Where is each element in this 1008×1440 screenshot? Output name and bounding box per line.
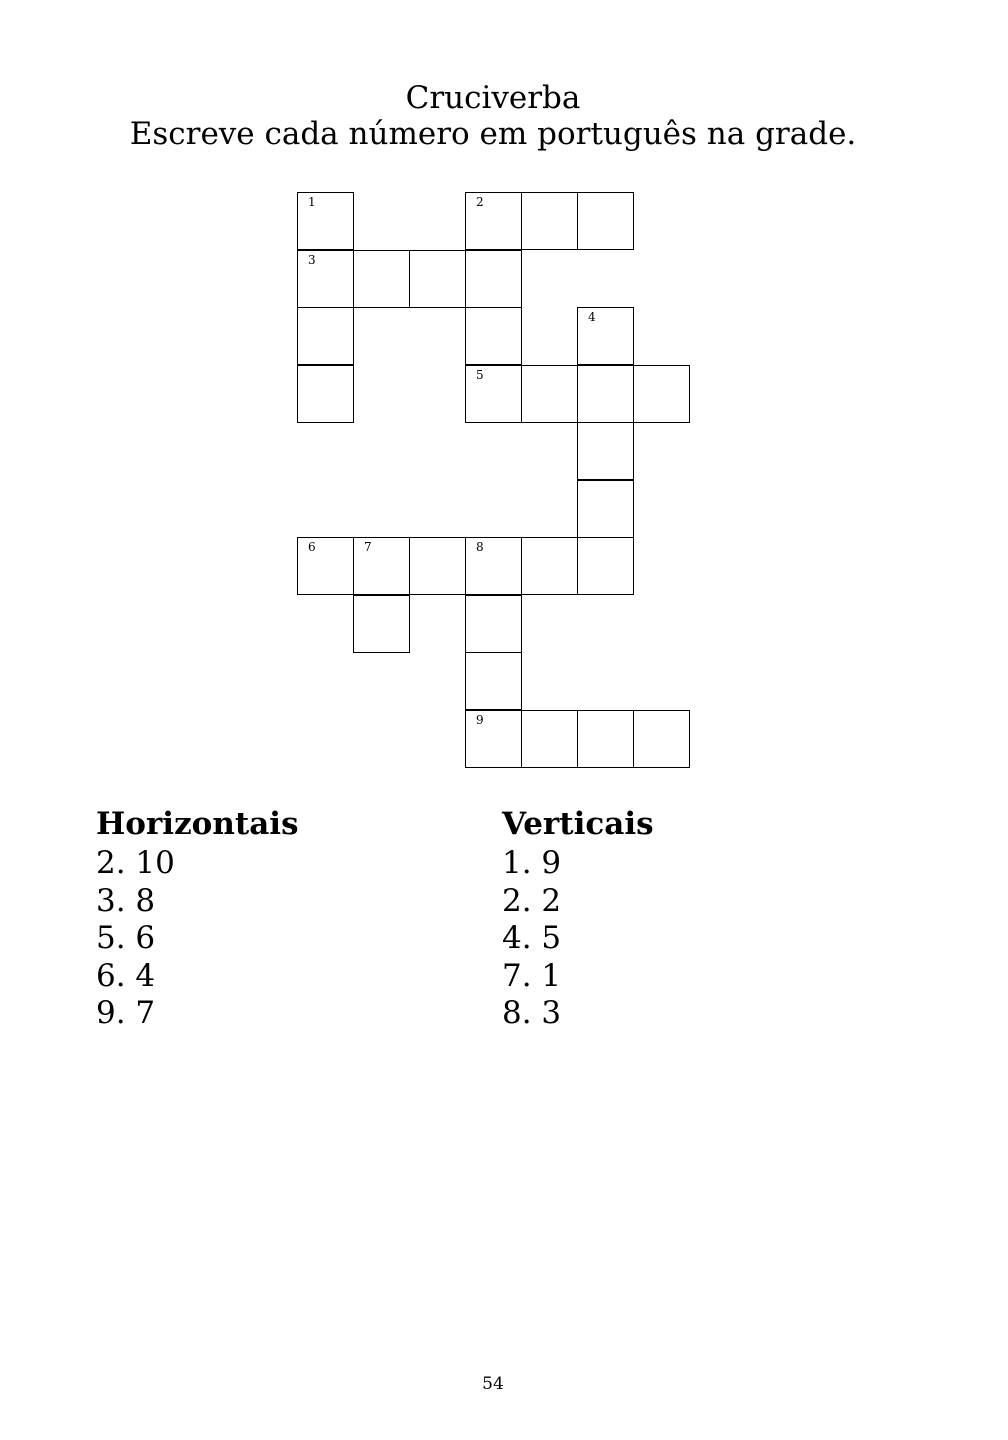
crossword-cell[interactable] (465, 192, 522, 250)
down-clue: 1. 9 (502, 845, 562, 881)
cell-number: 8 (476, 540, 484, 554)
page-number: 54 (482, 1374, 504, 1394)
down-heading: Verticais (502, 806, 654, 842)
across-clue: 2. 10 (96, 845, 175, 881)
across-heading: Horizontais (96, 806, 299, 842)
down-clue: 4. 5 (502, 920, 562, 956)
crossword-cell[interactable] (465, 307, 522, 365)
cell-number: 6 (308, 540, 316, 554)
cell-number: 2 (476, 195, 484, 209)
crossword-cell[interactable] (521, 365, 578, 423)
crossword-cell[interactable] (353, 537, 410, 595)
crossword-cell[interactable] (465, 250, 522, 308)
cell-number: 5 (476, 367, 484, 382)
crossword-cell[interactable] (465, 365, 522, 423)
page-instructions: Escreve cada número em português na grade. (129, 116, 857, 152)
cell-number: 3 (308, 252, 316, 267)
across-clue: 9. 7 (96, 995, 156, 1031)
cell-number: 1 (308, 195, 316, 209)
crossword-cell[interactable] (297, 365, 354, 423)
crossword-cell[interactable] (577, 480, 634, 538)
crossword-cell[interactable] (409, 250, 466, 308)
crossword-cell[interactable] (297, 537, 354, 595)
crossword-cell[interactable] (577, 422, 634, 480)
down-clue: 7. 1 (502, 957, 562, 994)
crossword-cell[interactable] (521, 710, 578, 768)
crossword-cell[interactable] (297, 192, 354, 250)
crossword-cell[interactable] (577, 307, 634, 365)
crossword-cell[interactable] (409, 537, 466, 595)
down-clues (502, 805, 654, 1033)
crossword-cell[interactable] (465, 537, 522, 595)
across-clue: 3. 8 (96, 882, 156, 919)
crossword-cell[interactable] (577, 365, 634, 423)
crossword-cell[interactable] (577, 192, 634, 250)
crossword-cell[interactable] (521, 537, 578, 595)
crossword-cell[interactable] (465, 710, 522, 768)
crossword-cell[interactable] (297, 250, 354, 308)
crossword-cell[interactable] (577, 537, 634, 595)
crossword-cell[interactable] (353, 595, 410, 653)
crossword-cell[interactable] (633, 710, 690, 768)
across-clues (96, 805, 299, 1033)
crossword-cell[interactable] (353, 250, 410, 308)
cell-number: 4 (588, 310, 596, 324)
crossword-cell[interactable] (521, 192, 578, 250)
page-title: Cruciverba (405, 80, 581, 116)
crossword-cell[interactable] (633, 365, 690, 423)
crossword-cell[interactable] (577, 710, 634, 768)
across-clue: 6. 4 (96, 957, 156, 994)
down-clue: 8. 3 (502, 995, 562, 1031)
crossword-cell[interactable] (465, 652, 522, 710)
down-clue: 2. 2 (502, 882, 562, 919)
crossword-cell[interactable] (297, 307, 354, 365)
across-clue: 5. 6 (96, 920, 156, 956)
cell-number: 7 (364, 540, 372, 554)
crossword-cell[interactable] (465, 595, 522, 653)
cell-number: 9 (476, 712, 484, 727)
